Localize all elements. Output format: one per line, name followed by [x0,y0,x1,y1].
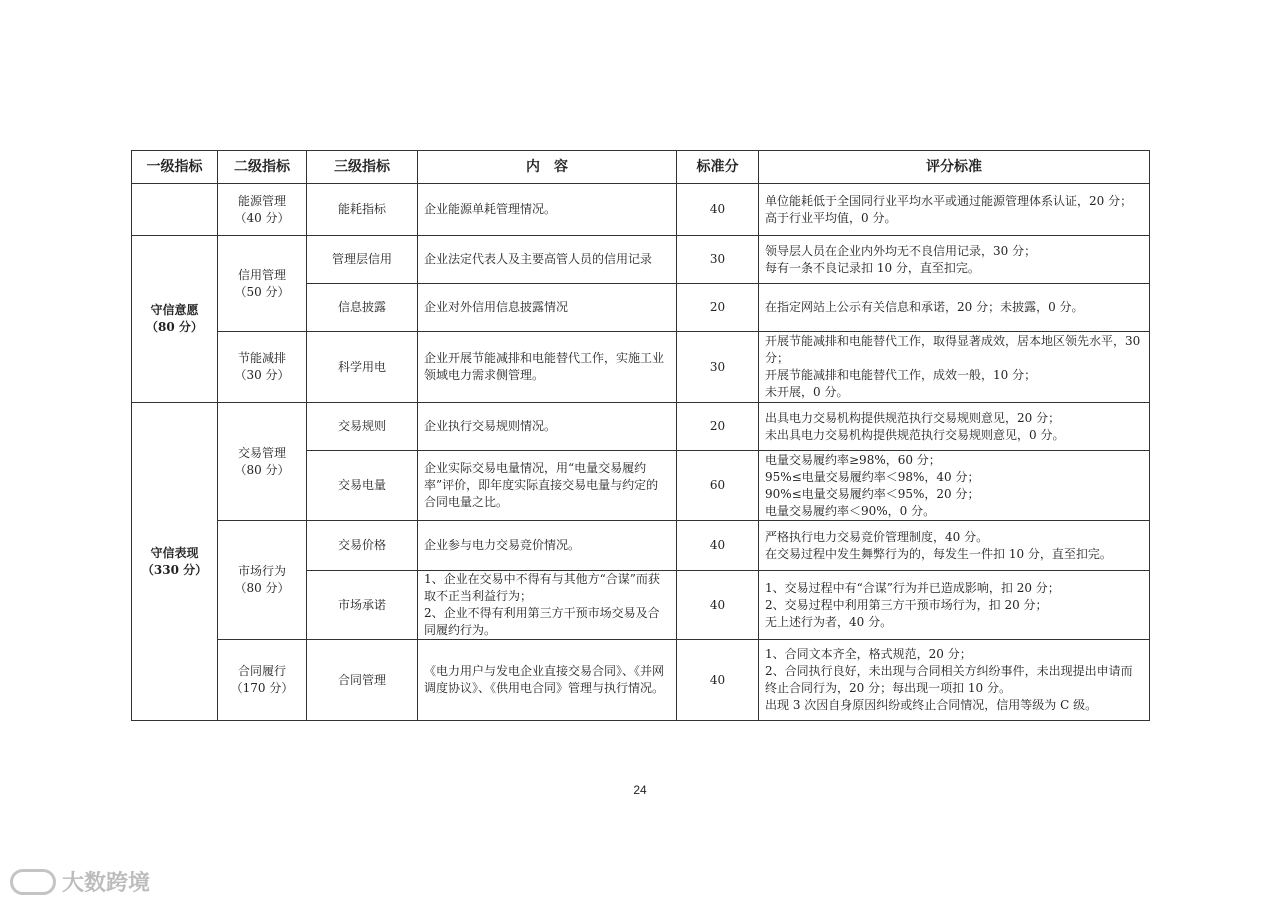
score-cell: 60 [677,451,759,521]
level2-cell: 信用管理 （50 分） [218,236,307,332]
score-cell: 20 [677,403,759,451]
content-cell: 企业执行交易规则情况。 [418,403,677,451]
table-row [132,403,1150,451]
level3-cell: 科学用电 [307,332,418,403]
score-cell: 30 [677,332,759,403]
table-row [132,184,1150,236]
table-row [132,332,1150,403]
level2-cell: 交易管理 （80 分） [218,403,307,521]
criteria-cell: 出具电力交易机构提供规范执行交易规则意见，20 分； 未出具电力交易机构提供规范执行交易规则意见，0 分。 [759,403,1150,451]
score-cell: 40 [677,571,759,640]
level3-cell: 交易电量 [307,451,418,521]
criteria-cell: 严格执行电力交易竞价管理制度，40 分。 在交易过程中发生舞弊行为的，每发生一件扣 10 分，直至扣完。 [759,521,1150,571]
score-cell: 20 [677,284,759,332]
content-cell: 企业开展节能减排和电能替代工作，实施工业领域电力需求侧管理。 [418,332,677,403]
level3-cell: 能耗指标 [307,184,418,236]
criteria-cell: 电量交易履约率≥98%，60 分； 95%≤电量交易履约率＜98%，40 分； 90%≤电量交易履约率＜95%，20 分； 电量交易履约率＜90%，0 分。 [759,451,1150,521]
watermark-logo-icon [10,869,56,895]
criteria-cell: 1、合同文本齐全，格式规范，20 分； 2、合同执行良好，未出现与合同相关方纠纷事件，未出现提出申请而终止合同行为，20 分；每出现一项扣 10 分。 出现 3 次因自身原因纠纷或终止合同情况，信用等级为 C 级。 [759,640,1150,721]
criteria-cell: 在指定网站上公示有关信息和承诺，20 分；未披露，0 分。 [759,284,1150,332]
level1-cell: 守信表现 （330 分） [132,403,218,721]
criteria-cell: 单位能耗低于全国同行业平均水平或通过能源管理体系认证，20 分； 高于行业平均值，0 分。 [759,184,1150,236]
level2-cell: 合同履行 （170 分） [218,640,307,721]
level3-cell: 市场承诺 [307,571,418,640]
score-cell: 40 [677,521,759,571]
header-criteria: 评分标准 [759,151,1150,184]
header-level1: 一级指标 [132,151,218,184]
level3-cell: 合同管理 [307,640,418,721]
level2-cell: 能源管理 （40 分） [218,184,307,236]
table-row [132,640,1150,721]
score-cell: 40 [677,640,759,721]
page-number: 24 [633,783,647,797]
header-score: 标准分 [677,151,759,184]
criteria-cell: 领导层人员在企业内外均无不良信用记录，30 分； 每有一条不良记录扣 10 分，直至扣完。 [759,236,1150,284]
content-cell: 企业实际交易电量情况，用“电量交易履约率”评价，即年度实际直接交易电量与约定的合同电量之比。 [418,451,677,521]
content-cell: 企业法定代表人及主要高管人员的信用记录 [418,236,677,284]
level1-cell: 守信意愿 （80 分） [132,236,218,403]
header-level2: 二级指标 [218,151,307,184]
content-cell: 企业参与电力交易竞价情况。 [418,521,677,571]
header-row [132,151,1150,184]
criteria-cell: 开展节能减排和电能替代工作，取得显著成效，居本地区领先水平，30 分； 开展节能减排和电能替代工作，成效一般，10 分； 未开展，0 分。 [759,332,1150,403]
level3-cell: 管理层信用 [307,236,418,284]
level2-cell: 市场行为 （80 分） [218,521,307,640]
content-cell: 企业对外信用信息披露情况 [418,284,677,332]
header-content: 内 容 [418,151,677,184]
criteria-cell: 1、交易过程中有“合谋”行为并已造成影响，扣 20 分； 2、交易过程中利用第三方干预市场行为，扣 20 分； 无上述行为者，40 分。 [759,571,1150,640]
watermark [10,866,150,897]
level3-cell: 信息披露 [307,284,418,332]
content-cell: 企业能源单耗管理情况。 [418,184,677,236]
table-row [132,521,1150,571]
watermark-text: 大数跨境 [62,871,151,896]
header-level3: 三级指标 [307,151,418,184]
score-cell: 40 [677,184,759,236]
level3-cell: 交易规则 [307,403,418,451]
score-cell: 30 [677,236,759,284]
content-cell: 1、企业在交易中不得有与其他方“合谋”而获取不正当利益行为； 2、企业不得有利用第三方干预市场交易及合同履约行为。 [418,571,677,640]
level3-cell: 交易价格 [307,521,418,571]
level2-cell: 节能减排 （30 分） [218,332,307,403]
content-cell: 《电力用户与发电企业直接交易合同》、《并网调度协议》、《供用电合同》管理与执行情况。 [418,640,677,721]
level1-cell [132,184,218,236]
credit-evaluation-table [131,150,1150,721]
table-row [132,236,1150,284]
